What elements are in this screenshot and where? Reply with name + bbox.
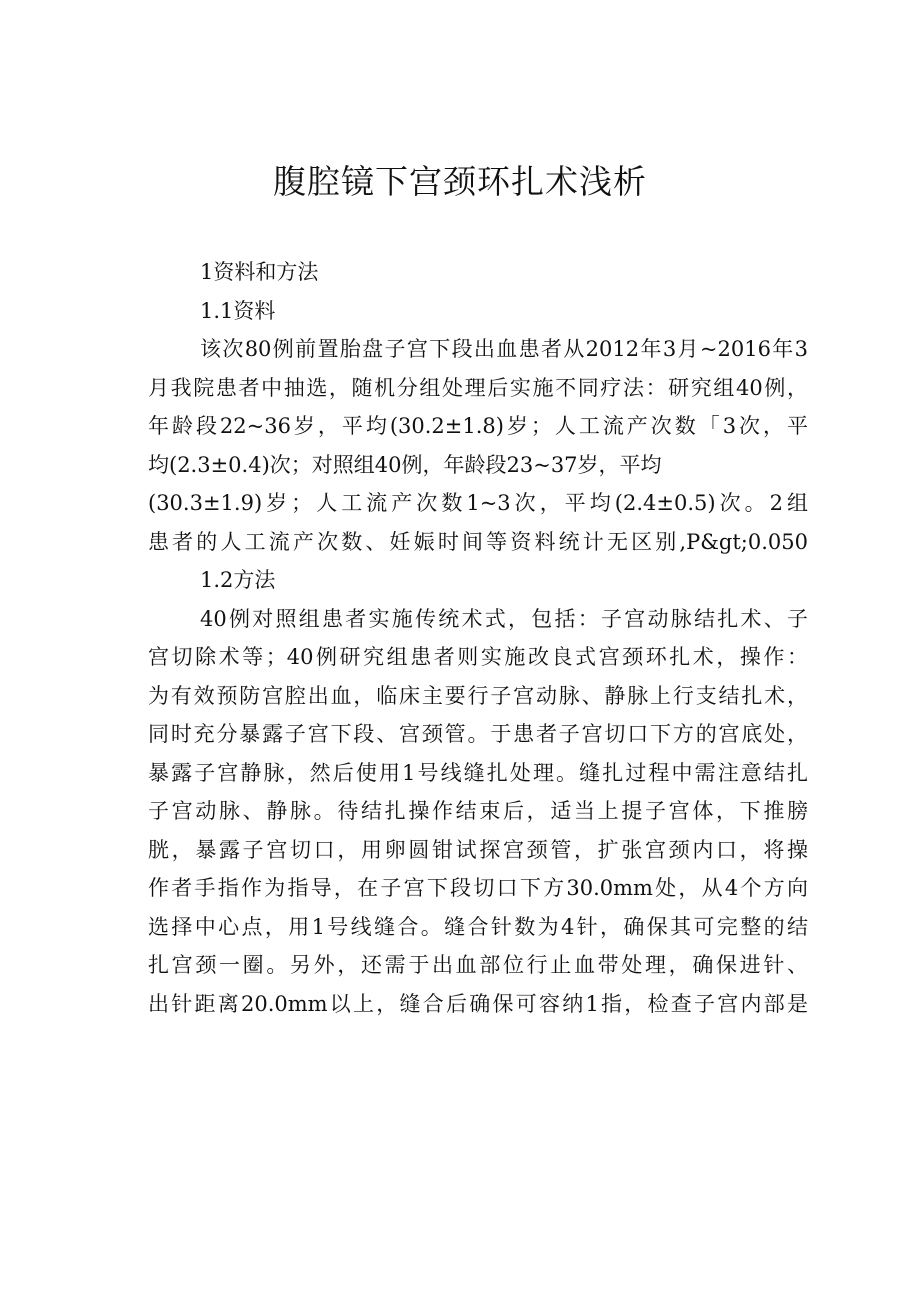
paragraph-line: 患者的人工流产次数、妊娠时间等资料统计无区别,P&gt;0.050 (148, 529, 808, 554)
paragraph-line: 同时充分暴露子宫下段、宫颈管。于患者子宫切口下方的宫底处， (148, 722, 808, 746)
paragraph-line: 40例对照组患者实施传统术式，包括：子宫动脉结扎术、子 (200, 606, 808, 631)
document-title: 腹腔镜下宫颈环扎术浅析 (273, 162, 647, 201)
paragraph-line: (30.3±1.9)岁；人工流产次数1~3次，平均(2.4±0.5)次。2组 (148, 491, 808, 515)
paragraph-line: 年龄段22~36岁，平均(30.2±1.8)岁；人工流产次数「3次，平 (148, 414, 808, 438)
section-heading: 1资料和方法 (200, 260, 319, 284)
paragraph-line: 暴露子宫静脉，然后使用1号线缝扎处理。缝扎过程中需注意结扎 (148, 760, 808, 785)
subsection-heading: 1.1资料 (200, 298, 276, 323)
paragraph-line: 月我院患者中抽选，随机分组处理后实施不同疗法：研究组40例， (148, 375, 808, 400)
paragraph-line: 扎宫颈一圈。另外，还需于出血部位行止血带处理，确保进针、 (148, 953, 808, 977)
paragraph-line: 胱，暴露子宫切口，用卵圆钳试探宫颈管，扩张宫颈内口，将操 (148, 837, 808, 862)
paragraph-line: 为有效预防宫腔出血，临床主要行子宫动脉、静脉上行支结扎术， (148, 683, 808, 708)
paragraph-line: 该次80例前置胎盘子宫下段出血患者从2012年3月~2016年3 (200, 337, 808, 361)
paragraph-line: 选择中心点，用1号线缝合。缝合针数为4针，确保其可完整的结 (148, 914, 808, 939)
document-body (148, 253, 808, 1023)
paragraph-line: 宫切除术等；40例研究组患者则实施改良式宫颈环扎术，操作： (148, 645, 808, 669)
paragraph-line: 子宫动脉、静脉。待结扎操作结束后，适当上提子宫体，下推膀 (148, 799, 808, 823)
paragraph-line: 出针距离20.0mm以上，缝合后确保可容纳1指，检查子宫内部是 (148, 991, 808, 1016)
paragraph-line: 作者手指作为指导，在子宫下段切口下方30.0mm处，从4个方向 (148, 876, 808, 900)
paragraph-line: 均(2.3±0.4)次；对照组40例，年龄段23~37岁，平均 (148, 452, 662, 477)
subsection-heading: 1.2方法 (200, 568, 276, 592)
